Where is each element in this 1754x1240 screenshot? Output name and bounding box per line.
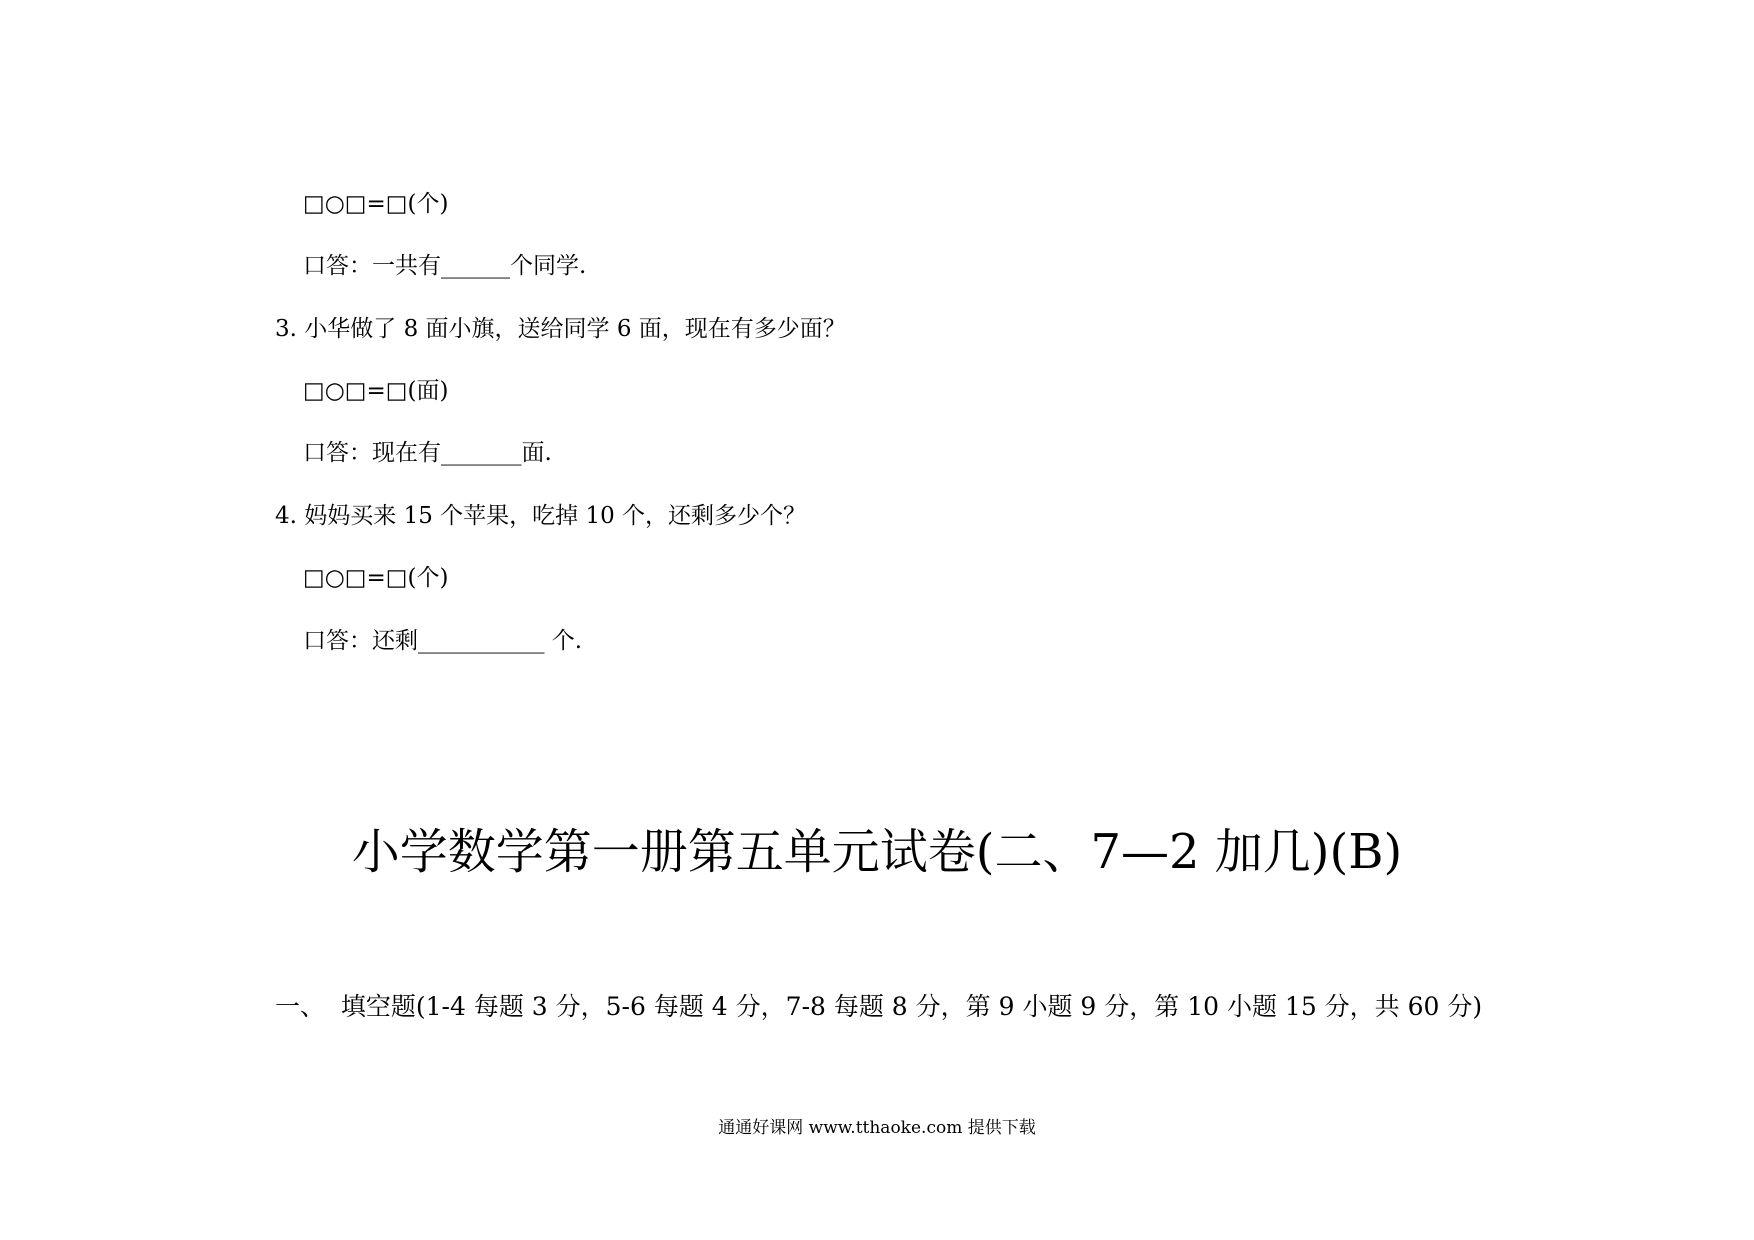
question-4: 4. 妈妈买来 15 个苹果，吃掉 10 个，还剩多少个？	[275, 503, 807, 529]
answer-line-4: 口答：还剩___________ 个.	[303, 628, 583, 654]
question-3: 3. 小华做了 8 面小旗，送给同学 6 面，现在有多少面？	[275, 316, 846, 342]
section-heading-fill-in: 一、 填空题(1-4 每题 3 分，5-6 每题 4 分，7-8 每题 8 分，第 9 小题 9 分，第 10 小题 15 分，共 60 分)	[275, 992, 1483, 1021]
equation-line-4: □○□=□(个)	[303, 565, 449, 591]
equation-line-3: □○□=□(面)	[303, 378, 449, 404]
page-title: 小学数学第一册第五单元试卷(二、7—2 加几)(B)	[351, 824, 1403, 880]
footer-credit: 通通好课网 www.tthaoke.com 提供下载	[718, 1118, 1036, 1138]
equation-line-1: □○□=□(个)	[303, 191, 449, 217]
answer-line-1: 口答：一共有______个同学.	[303, 253, 587, 279]
answer-line-3: 口答：现在有_______面.	[303, 440, 552, 466]
